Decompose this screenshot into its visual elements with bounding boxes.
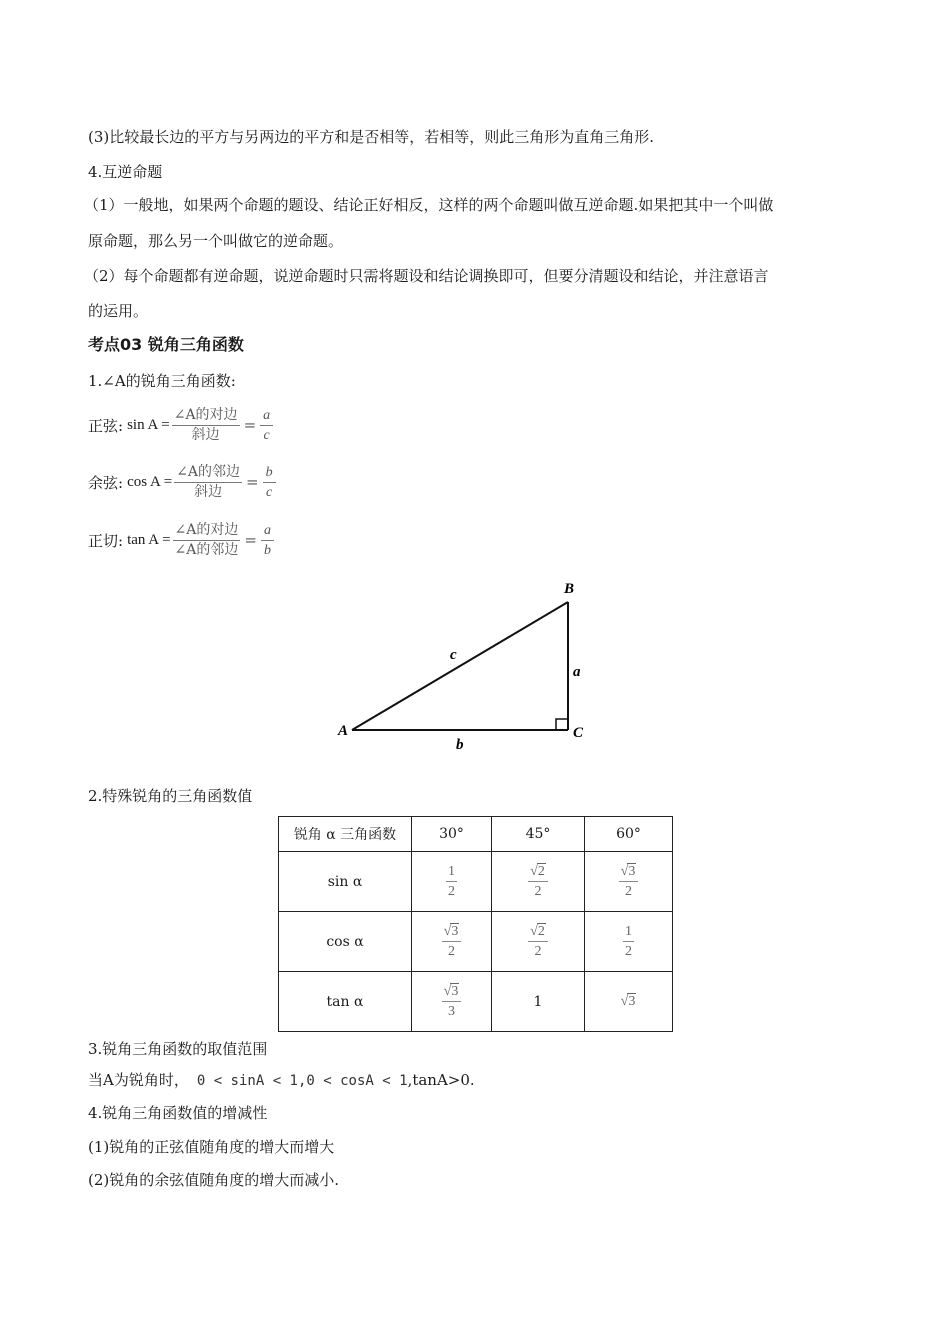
cosine-formula [88,460,278,504]
tangent-label: 正切: [88,531,124,550]
row-label-tan: tan α [279,972,412,1032]
sine-equals: = [243,416,257,434]
cosine-fn: cos A = [127,473,173,490]
right-angle-mark [556,719,568,730]
item3-prefix: 当A为锐角时， [88,1071,189,1089]
vertex-a-label: A [338,723,349,739]
tan-30-radicand: 3 [451,984,459,999]
table-row-cos [279,912,673,972]
side-c-label: c [450,647,457,663]
header-cell-45: 45° [492,817,585,852]
paragraph-2-line-2: 的运用。 [88,302,149,320]
sin-45-den: 2 [534,884,542,899]
cos-45-den: 2 [534,944,542,959]
tangent-num-letter: a [261,522,274,541]
tangent-ratio-letters [261,522,274,559]
sine-ratio-words [172,407,240,444]
item3-inequality: 0 < sinA < 1,0 < cosA < 1 [196,1073,408,1089]
table-header-row [279,817,673,852]
tangent-ratio-words [173,522,241,559]
item2-title: 2.特殊锐角的三角函数值 [88,787,253,805]
special-angles-table [278,816,673,1032]
paragraph-1-line-2: 原命题，那么另一个叫做它的逆命题。 [88,232,344,250]
sin-60-den: 2 [625,884,632,899]
cosine-ratio-words [174,464,242,501]
cosine-numerator: ∠A的邻边 [174,464,242,483]
cosine-equals: = [246,473,259,491]
sin-45-cell: $\frac{√2}{2}$ [492,852,585,912]
sin-30-num: 1 [446,863,457,882]
sin-60-radicand: 3 [628,864,636,879]
cos-30-den: 2 [448,944,455,959]
tangent-fn: tan A = [127,531,171,548]
item3-content [88,1070,475,1091]
sine-den-letter: c [263,427,270,443]
header-cell-30: 30° [412,817,492,852]
row-label-sin: sin α [279,852,412,912]
sine-fn: sin A = [127,416,170,433]
tangent-equals: = [244,531,257,549]
header-cell-60: 60° [585,817,673,852]
cos-30-cell: $\frac{√3}{2}$ [412,912,492,972]
cos-60-den: 2 [625,944,632,959]
title-mutual-propositions: 4.互逆命题 [88,163,163,181]
tan-60-radicand: 3 [628,994,636,1009]
cosine-denominator: 斜边 [194,483,223,500]
tangent-formula [88,518,276,562]
sine-ratio-letters [260,407,273,444]
item4-point2: (2)锐角的余弦值随角度的增大而减小. [88,1171,340,1189]
tan-45-cell: 1 [492,972,585,1032]
tan-30-cell: $\frac{√3}{3}$ [412,972,492,1032]
cosine-den-letter: c [266,484,273,500]
sine-num-letter: a [260,407,273,426]
paragraph-2-line-1: （2）每个命题都有逆命题，说逆命题时只需将题设和结论调换即可，但要分清题设和结论，并注意语言 [84,267,769,285]
cos-30-radicand: 3 [451,924,459,939]
tan-60-cell: √3 [585,972,673,1032]
right-triangle-diagram [330,572,600,762]
cosine-num-letter: b [263,464,276,483]
sin-45-radicand: 2 [537,864,545,879]
section-heading: 考点03 锐角三角函数 [88,335,244,354]
header-cell-function: 锐角 α 三角函数 [279,817,412,852]
item3-title: 3.锐角三角函数的取值范围 [88,1040,268,1058]
row-label-cos: cos α [279,912,412,972]
vertex-c-label: C [573,725,584,741]
item3-suffix: ,tanA>0. [407,1071,475,1089]
sine-numerator: ∠A的对边 [172,407,240,426]
tangent-denominator: ∠A的邻边 [174,541,239,558]
tangent-den-letter: b [263,542,271,558]
cosine-label: 余弦: [88,473,124,492]
sine-label: 正弦: [88,416,124,435]
tan-30-den: 3 [448,1004,455,1019]
sin-30-den: 2 [448,884,455,899]
sine-formula [88,403,275,447]
vertex-b-label: B [564,581,575,597]
side-c-line [352,602,568,730]
item1-title: 1.∠A的锐角三角函数: [88,372,236,390]
table-row-sin [279,852,673,912]
sin-60-cell: $\frac{√3}{2}$ [585,852,673,912]
side-b-label: b [456,737,464,753]
sine-denominator: 斜边 [191,426,220,443]
item4-point1: (1)锐角的正弦值随角度的增大而增大 [88,1138,335,1156]
side-a-label: a [573,664,581,680]
tangent-numerator: ∠A的对边 [173,522,241,541]
cos-60-num: 1 [623,923,634,942]
cos-45-cell: $\frac{√2}{2}$ [492,912,585,972]
paragraph-item3-prev: (3)比较最长边的平方与另两边的平方和是否相等，若相等，则此三角形为直角三角形. [88,128,655,146]
cos-45-radicand: 2 [537,924,545,939]
cosine-ratio-letters [263,464,276,501]
item4-title: 4.锐角三角函数值的增减性 [88,1104,268,1122]
sin-30-cell [412,852,492,912]
paragraph-1-line-1: （1）一般地，如果两个命题的题设、结论正好相反，这样的两个命题叫做互逆命题.如果把其中一个叫做 [84,196,774,214]
table-row-tan [279,972,673,1032]
cos-60-cell [585,912,673,972]
